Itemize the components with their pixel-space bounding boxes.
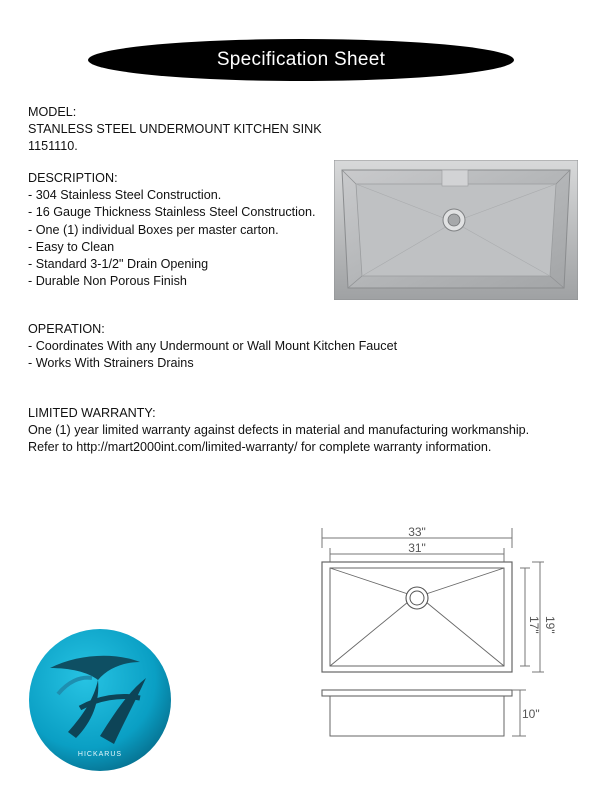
warranty-section (28, 405, 529, 457)
description-heading: DESCRIPTION: (28, 171, 118, 185)
operation-heading: OPERATION: (28, 322, 105, 336)
warranty-text: One (1) year limited warranty against defects in material and manufacturing workmanship. (28, 423, 530, 438)
warranty-link-text: Refer to http://mart2000int.com/limited-warranty/ for complete warranty information. (28, 440, 492, 455)
model-heading: MODEL: (28, 105, 77, 119)
inner-width-label: 31" (408, 541, 426, 555)
page-title: Specification Sheet (216, 49, 386, 70)
model-name: STANLESS STEEL UNDERMOUNT KITCHEN SINK (28, 122, 322, 137)
operation-section (28, 321, 397, 373)
sink-dimension-diagram (316, 520, 576, 750)
warranty-heading: LIMITED WARRANTY: (28, 406, 156, 420)
sink-product-photo (334, 160, 578, 300)
description-item: - 304 Stainless Steel Construction. (28, 188, 222, 203)
operation-item: - Coordinates With any Undermount or Wall Mount Kitchen Faucet (28, 339, 398, 354)
model-section (28, 104, 322, 156)
logo-text: HICKARUS (77, 751, 123, 758)
outer-depth-label: 19" (543, 616, 557, 634)
description-item: - Durable Non Porous Finish (28, 274, 187, 289)
description-item: - Standard 3-1/2" Drain Opening (28, 257, 209, 272)
hickarus-logo (28, 628, 172, 772)
description-item: - Easy to Clean (28, 239, 115, 254)
operation-item: - Works With Strainers Drains (28, 356, 194, 371)
outer-width-label: 33" (408, 525, 426, 539)
description-section (28, 170, 315, 290)
spec-sheet-banner (88, 39, 514, 81)
description-item: - 16 Gauge Thickness Stainless Steel Construction. (28, 205, 316, 220)
model-number: 1151110. (28, 139, 78, 154)
description-item: - One (1) individual Boxes per master carton. (28, 222, 279, 237)
height-label: 10" (522, 707, 540, 721)
inner-depth-label: 17" (527, 616, 541, 634)
